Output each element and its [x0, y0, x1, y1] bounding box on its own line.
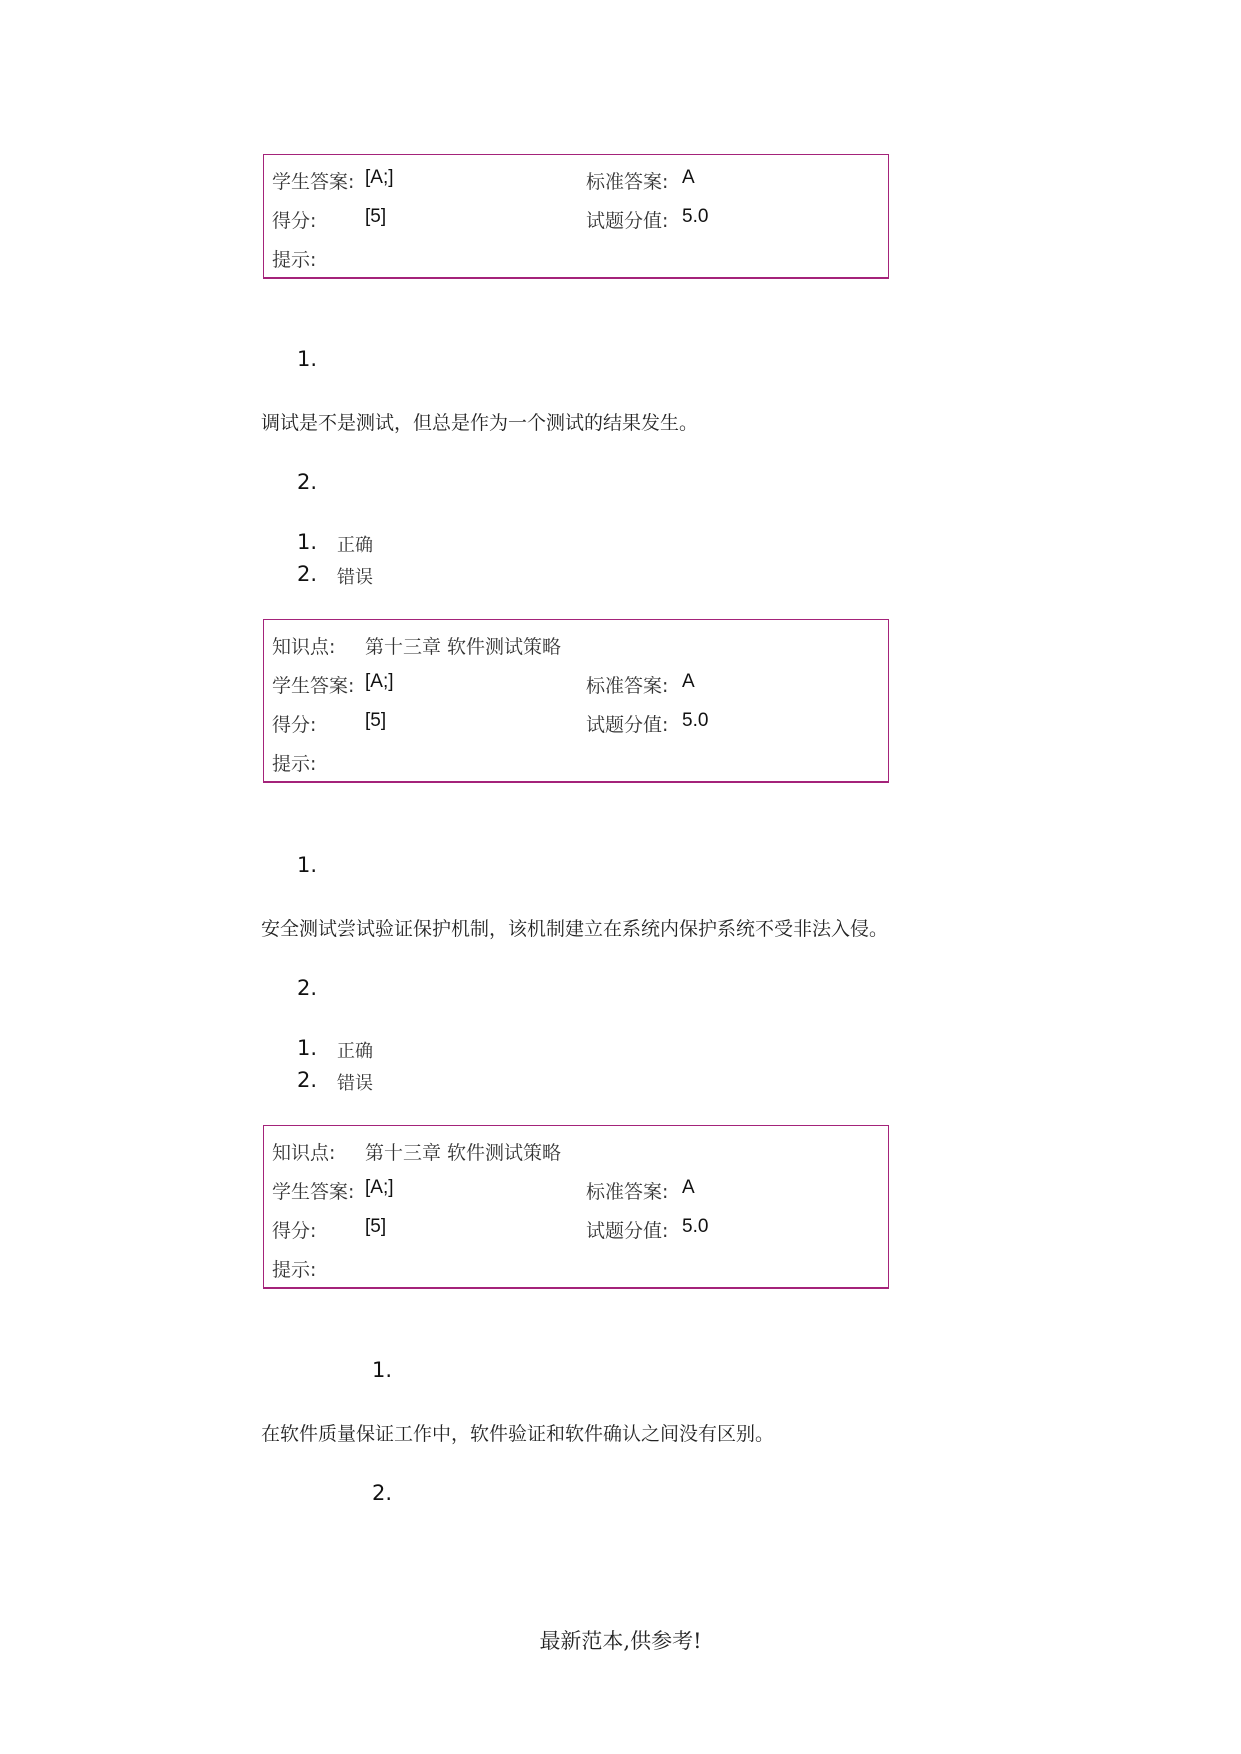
score-label: 得分:	[272, 210, 317, 232]
question-number: 1.	[372, 1358, 393, 1382]
question-number: 2.	[297, 470, 318, 494]
hint-label: 提示:	[272, 1259, 317, 1281]
question-number: 2.	[297, 976, 318, 1000]
student-answer-label: 学生答案:	[272, 171, 355, 193]
value-label: 试题分值:	[586, 714, 669, 736]
score-value: [5]	[365, 206, 387, 227]
hint-label: 提示:	[272, 249, 317, 271]
page-footer: 最新范本,供参考!	[539, 1629, 702, 1653]
value-value: 5.0	[682, 710, 709, 731]
student-answer-value: [A;]	[365, 167, 394, 188]
value-label: 试题分值:	[586, 1220, 669, 1242]
student-answer-value: [A;]	[365, 671, 394, 692]
option-text[interactable]: 正确	[337, 1041, 373, 1062]
knowledge-label: 知识点:	[272, 1142, 336, 1164]
knowledge-value: 第十三章 软件测试策略	[365, 1142, 562, 1164]
result-box	[263, 154, 889, 279]
knowledge-label: 知识点:	[272, 636, 336, 658]
score-label: 得分:	[272, 714, 317, 736]
option-text[interactable]: 正确	[337, 535, 373, 556]
hint-label: 提示:	[272, 753, 317, 775]
option-text[interactable]: 错误	[337, 1073, 373, 1094]
standard-answer-value: A	[682, 671, 695, 692]
result-box	[263, 1125, 889, 1289]
standard-answer-value: A	[682, 1177, 695, 1198]
value-label: 试题分值:	[586, 210, 669, 232]
score-value: [5]	[365, 710, 387, 731]
question-number: 1.	[297, 347, 318, 371]
question-stem: 安全测试尝试验证保护机制，该机制建立在系统内保护系统不受非法入侵。	[261, 918, 889, 940]
value-value: 5.0	[682, 206, 709, 227]
option-number: 2.	[297, 1068, 318, 1092]
score-label: 得分:	[272, 1220, 317, 1242]
standard-answer-label: 标准答案:	[586, 171, 669, 193]
standard-answer-value: A	[682, 167, 695, 188]
student-answer-label: 学生答案:	[272, 675, 355, 697]
standard-answer-label: 标准答案:	[586, 675, 669, 697]
value-value: 5.0	[682, 1216, 709, 1237]
student-answer-value: [A;]	[365, 1177, 394, 1198]
question-stem: 调试是不是测试，但总是作为一个测试的结果发生。	[261, 412, 699, 434]
score-value: [5]	[365, 1216, 387, 1237]
question-number: 1.	[297, 853, 318, 877]
option-text[interactable]: 错误	[337, 567, 373, 588]
option-number: 1.	[297, 1036, 318, 1060]
result-box	[263, 619, 889, 783]
question-number: 2.	[372, 1481, 393, 1505]
standard-answer-label: 标准答案:	[586, 1181, 669, 1203]
knowledge-value: 第十三章 软件测试策略	[365, 636, 562, 658]
option-number: 1.	[297, 530, 318, 554]
option-number: 2.	[297, 562, 318, 586]
question-stem: 在软件质量保证工作中，软件验证和软件确认之间没有区别。	[261, 1423, 775, 1445]
student-answer-label: 学生答案:	[272, 1181, 355, 1203]
